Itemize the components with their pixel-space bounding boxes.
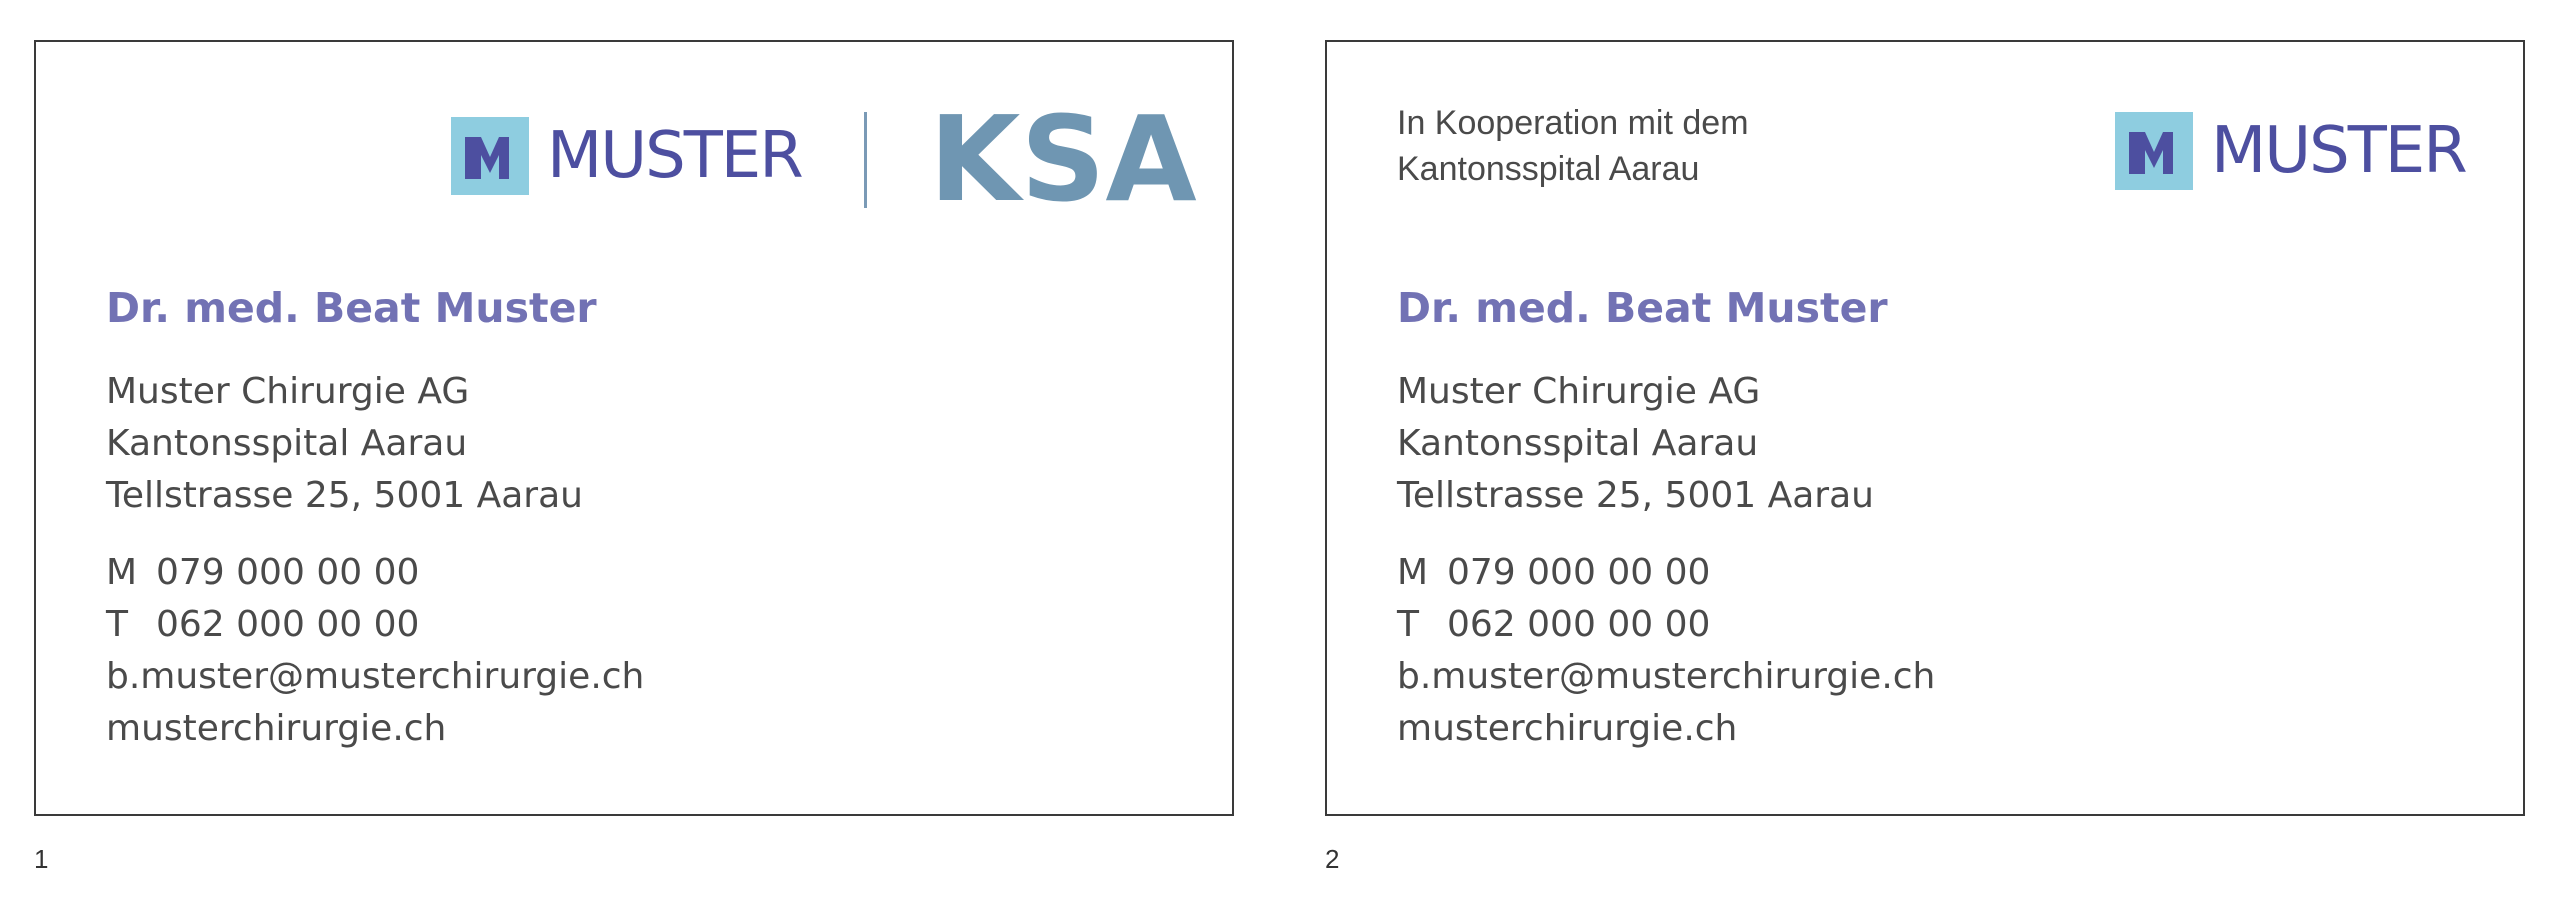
card-number: 2 bbox=[1325, 844, 1340, 874]
address-line: Tellstrasse 25, 5001 Aarau bbox=[1397, 475, 1874, 516]
card-number: 1 bbox=[34, 844, 49, 874]
phone-line bbox=[1397, 599, 1935, 651]
mobile-line bbox=[106, 547, 644, 599]
ksa-logo: KSA bbox=[929, 90, 1197, 228]
phone-number: 062 000 00 00 bbox=[1447, 604, 1711, 645]
address-block bbox=[106, 366, 583, 522]
contact-block bbox=[1397, 547, 1935, 755]
email: b.muster@musterchirurgie.ch bbox=[1397, 656, 1936, 697]
email: b.muster@musterchirurgie.ch bbox=[106, 656, 645, 697]
address-block bbox=[1397, 366, 1874, 522]
person-name: Dr. med. Beat Muster bbox=[1397, 284, 1888, 332]
phone-label: T bbox=[1397, 604, 1419, 645]
muster-logo-word: MUSTER bbox=[2211, 114, 2466, 188]
cooperation-note bbox=[1397, 100, 1749, 192]
person-name: Dr. med. Beat Muster bbox=[106, 284, 597, 332]
muster-m-logo-icon bbox=[451, 117, 529, 195]
muster-m-logo-icon bbox=[2115, 112, 2193, 190]
mobile-label: M bbox=[1397, 552, 1429, 593]
contact-block bbox=[106, 547, 644, 755]
mobile-label: M bbox=[106, 552, 138, 593]
address-line: Kantonsspital Aarau bbox=[1397, 423, 1759, 464]
business-card-2 bbox=[1325, 40, 2525, 816]
address-line: Tellstrasse 25, 5001 Aarau bbox=[106, 475, 583, 516]
phone-line bbox=[106, 599, 644, 651]
address-line: Muster Chirurgie AG bbox=[106, 371, 470, 412]
muster-logo bbox=[451, 117, 802, 195]
address-line: Muster Chirurgie AG bbox=[1397, 371, 1761, 412]
muster-logo-word: MUSTER bbox=[547, 119, 802, 193]
logo-divider bbox=[864, 112, 867, 208]
business-card-1 bbox=[34, 40, 1234, 816]
mobile-line bbox=[1397, 547, 1935, 599]
cooperation-line: Kantonsspital Aarau bbox=[1397, 150, 1700, 188]
mobile-number: 079 000 00 00 bbox=[1447, 552, 1711, 593]
cooperation-line: In Kooperation mit dem bbox=[1397, 104, 1749, 142]
address-line: Kantonsspital Aarau bbox=[106, 423, 468, 464]
website: musterchirurgie.ch bbox=[106, 708, 447, 749]
phone-number: 062 000 00 00 bbox=[156, 604, 420, 645]
mobile-number: 079 000 00 00 bbox=[156, 552, 420, 593]
muster-logo bbox=[2115, 112, 2466, 190]
phone-label: T bbox=[106, 604, 128, 645]
website: musterchirurgie.ch bbox=[1397, 708, 1738, 749]
